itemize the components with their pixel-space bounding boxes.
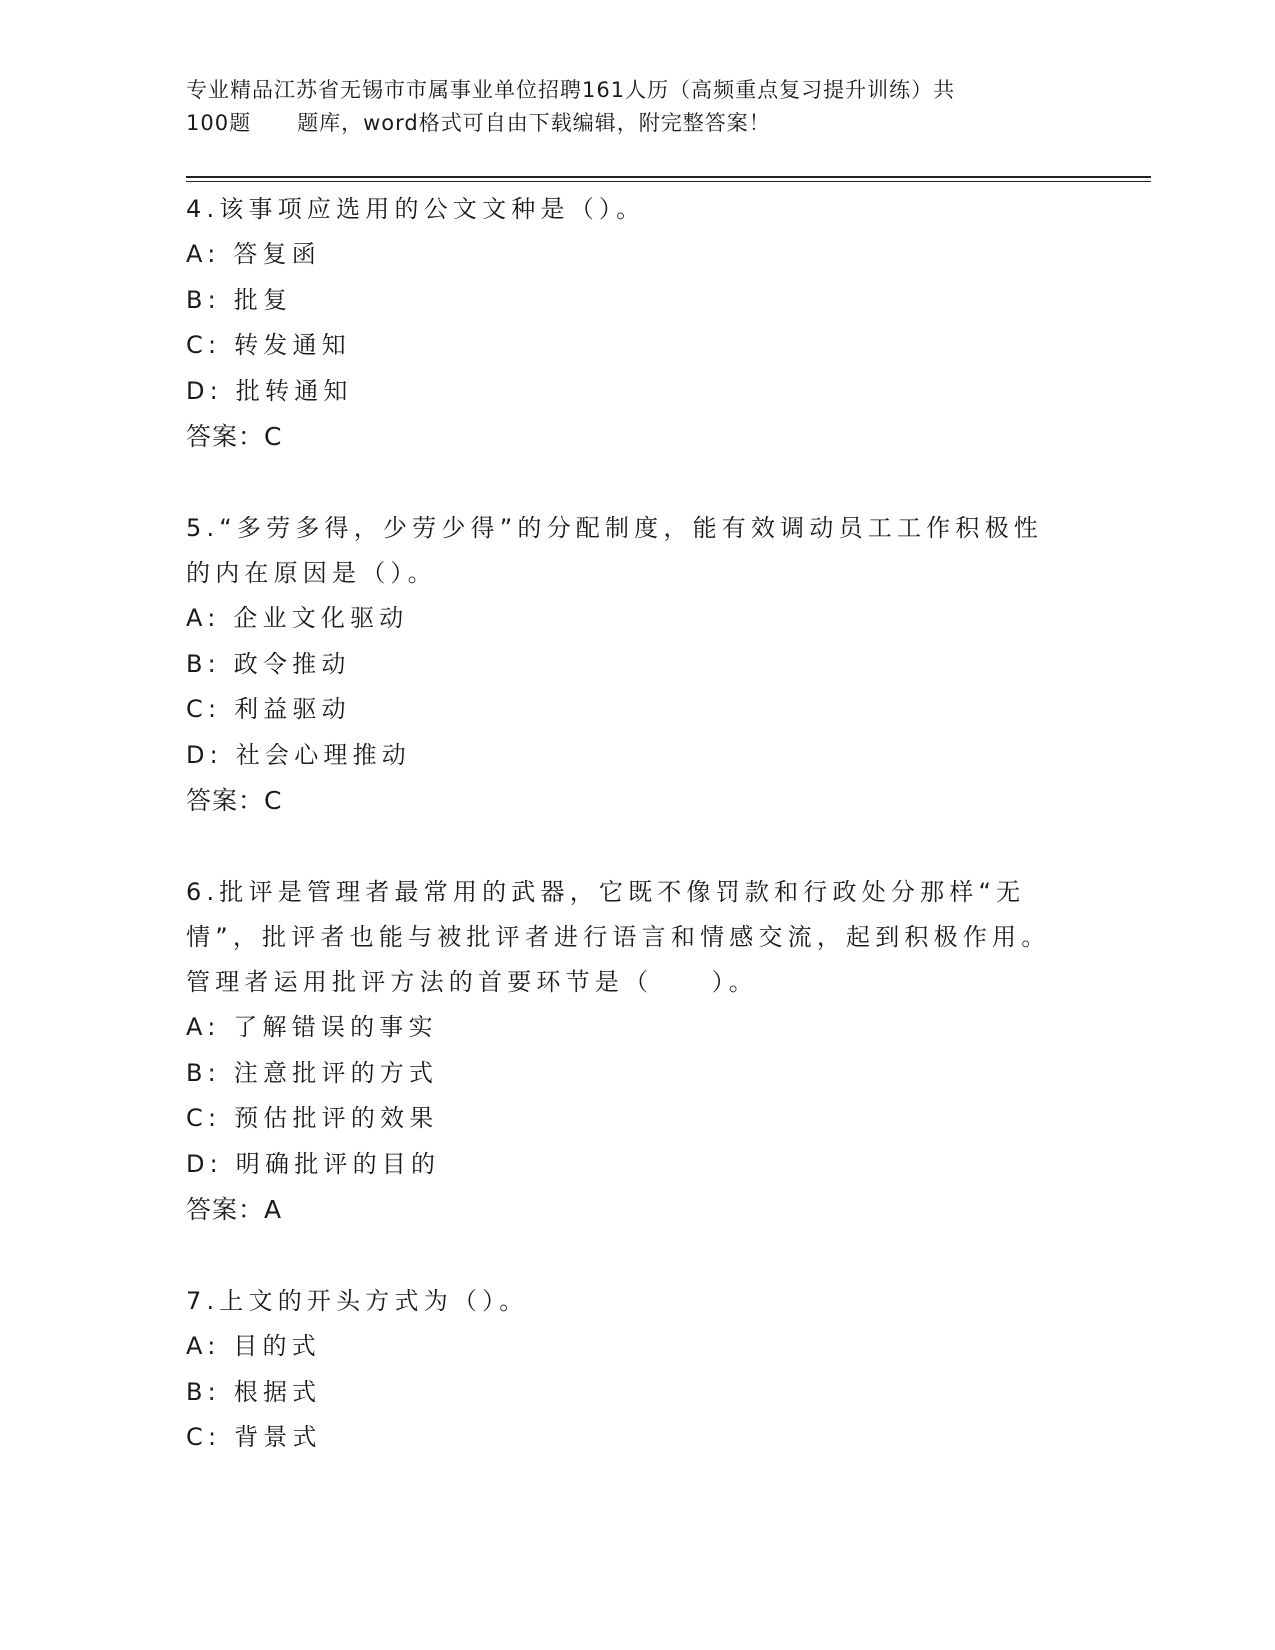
question-item: [186, 870, 1066, 1233]
option-c: C: 利益驱动: [186, 695, 351, 723]
option-a: A: 目的式: [186, 1332, 321, 1360]
header-title-line-1: 专业精品江苏省无锡市市属事业单位招聘161人历（高频重点复习提升训练）共: [186, 78, 956, 102]
question-list: [186, 187, 1066, 1507]
option-b: B: 根据式: [186, 1377, 322, 1406]
question-text: 7.上文的开头方式为（）。: [186, 1287, 529, 1315]
answer-text: 答案：C: [186, 422, 283, 451]
option-b: B: 政令推动: [186, 649, 351, 678]
option-a: A: 了解错误的事实: [186, 1013, 438, 1041]
option-c: C: 背景式: [186, 1423, 322, 1451]
answer-text: 答案：C: [186, 786, 283, 815]
question-text: 4.该事项应选用的公文文种是（）。: [186, 195, 646, 223]
question-text: 5.“多劳多得，少劳少得”的分配制度，能有效调动员工工作积极性的内在原因是（）。: [186, 514, 1043, 587]
question-text: 6.批评是管理者最常用的武器，它既不像罚款和行政处分那样“无情”，批评者也能与被批评者进行语言和情感交流，起到积极作用。管理者运用批评方法的首要环节是（ ）。: [186, 878, 1051, 996]
option-b: B: 批复: [186, 285, 293, 314]
option-c: C: 转发通知: [186, 331, 351, 359]
answer-text: 答案：A: [186, 1195, 283, 1224]
option-a: A: 答复函: [186, 240, 321, 268]
option-d: D: 批转通知: [186, 376, 353, 405]
header-title-line-2: 100题 题库，word格式可自由下载编辑，附完整答案！: [186, 111, 771, 135]
question-item: [186, 506, 1066, 824]
document-header: [186, 74, 1066, 140]
header-divider-thin: [186, 181, 1151, 182]
option-b: B: 注意批评的方式: [186, 1058, 439, 1087]
option-d: D: 社会心理推动: [186, 740, 411, 769]
question-item: [186, 1279, 1066, 1461]
option-a: A: 企业文化驱动: [186, 604, 409, 632]
option-c: C: 预估批评的效果: [186, 1104, 439, 1132]
header-divider-thick: [186, 176, 1151, 178]
question-item: [186, 187, 1066, 460]
option-d: D: 明确批评的目的: [186, 1149, 441, 1178]
